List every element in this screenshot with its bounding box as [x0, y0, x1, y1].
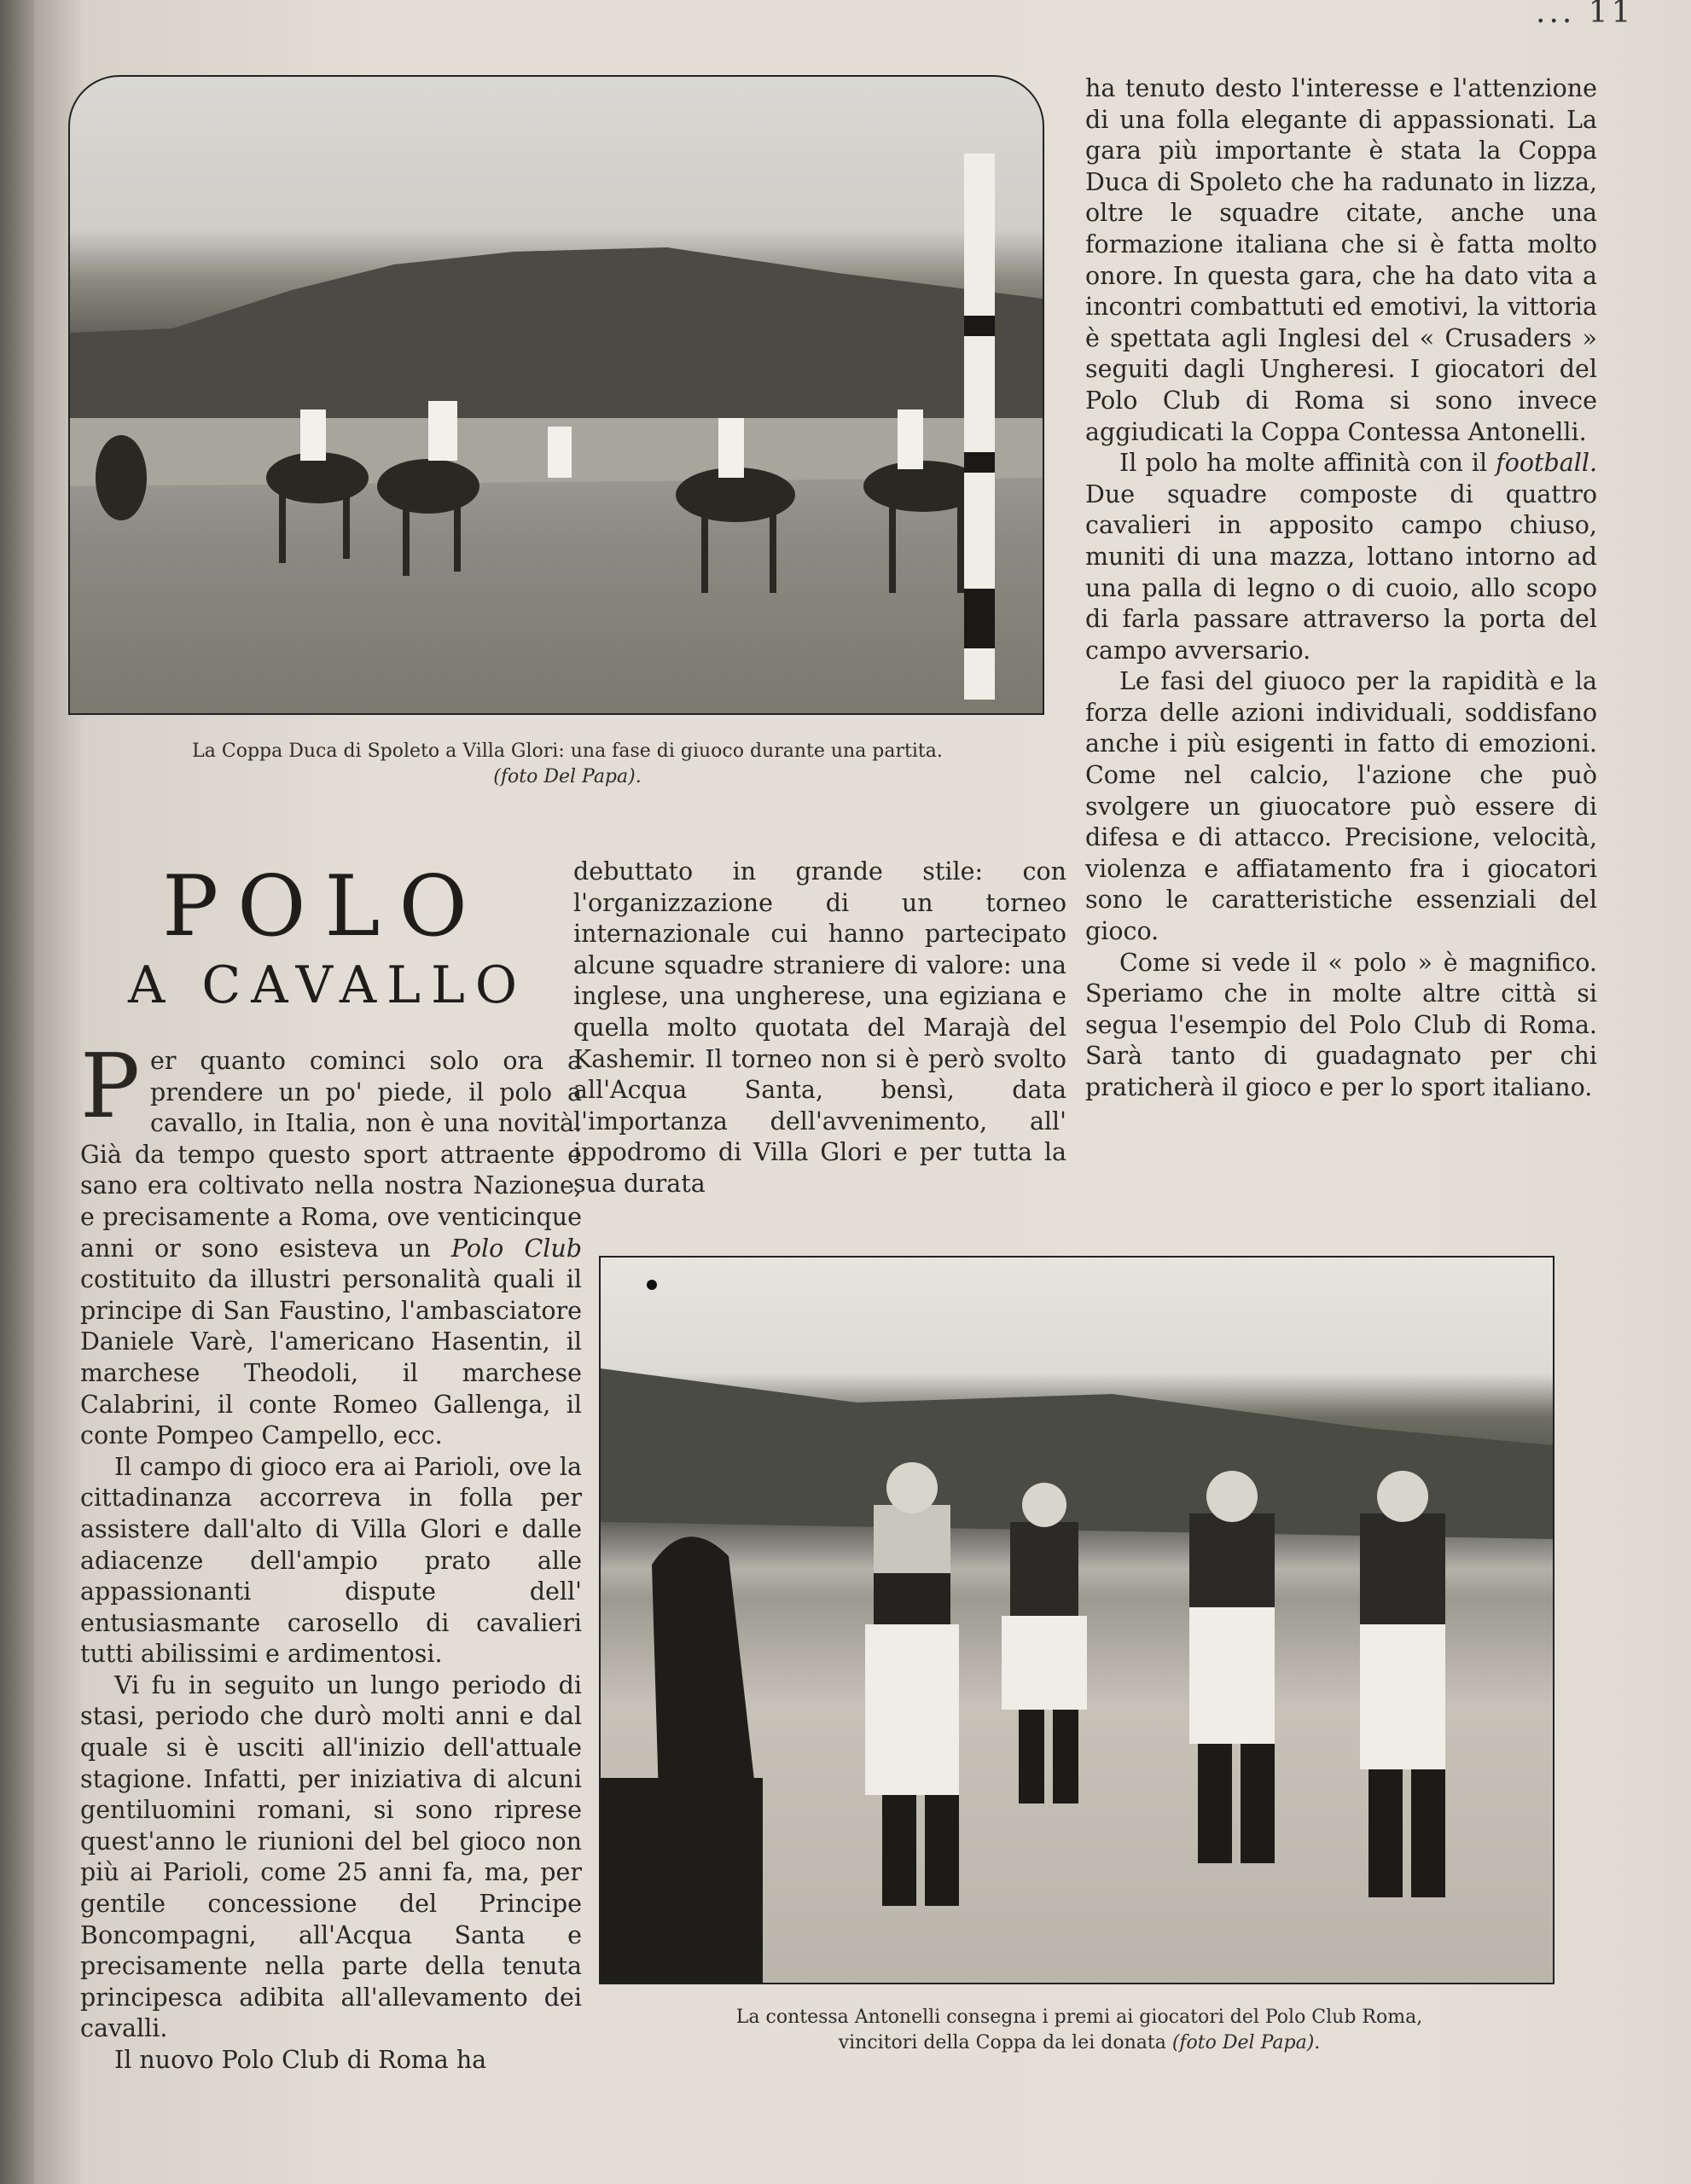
headline-line2: A CAVALLO	[127, 956, 528, 1015]
photo1-caption	[85, 739, 1049, 790]
paragraph-6: Le fasi del giuoco per la rapidità e la forza delle azioni individuali, soddisfano anche i più esigenti in fatto di emozioni. Come nel calcio, l'azione che può svolgere un giuocatore può essere di difesa e di attacco. Precisione, velocità, violenza e affiatamento fra i giocatori sono le caratteristiche essenziali del gioco.	[1085, 667, 1597, 946]
paragraph-1-text: er quanto cominci solo ora a prendere un po' piede, il polo a cavallo, in Italia, non è una novità. Già da tempo questo sport attraente e sano era coltivato nella nostra Nazione, e precisamente a Roma, ove venticinque anni or sono esisteva un	[80, 1047, 582, 1263]
award-ceremony-illustration	[601, 1258, 1553, 1983]
photo1-caption-credit: (foto Del Papa).	[493, 766, 642, 787]
photo2-caption-line2: vincitori della Coppa da lei donata	[838, 2032, 1166, 2053]
paragraph-4-start: Il nuovo Polo Club di Roma ha	[114, 2046, 487, 2074]
magazine-page	[34, 0, 1691, 2184]
page-number: ... 11	[1536, 0, 1635, 30]
award-ceremony-photo	[599, 1256, 1554, 1984]
article-column-right	[1085, 73, 1597, 1104]
paragraph-1	[80, 1034, 582, 1452]
headline-line1: POLO	[162, 858, 486, 956]
article-column-middle	[573, 857, 1066, 1200]
paragraph-4-end: ha tenuto desto l'interesse e l'attenzione di una folla elegante di appassionati. La gara più importante è stata la Coppa Duca di Spoleto che ha radunato in lizza, oltre le squadre citate, anche una formazione italiana che si è fatta molto onore. In questa gara, che ha dato vita a incontri combattuti ed emotivi, la vittoria è spettata agli Inglesi del « Crusaders » seguiti dagli Ungheresi. I giocatori del Polo Club di Roma si sono invece aggiudicati la Coppa Contessa Antonelli.	[1085, 74, 1597, 446]
page-gutter-shadow	[0, 0, 34, 2184]
paragraph-5-start: Il polo ha molte affinità con il	[1119, 449, 1488, 478]
players	[865, 1505, 1445, 1906]
polo-match-photo	[68, 75, 1044, 715]
binding-hole	[647, 1280, 657, 1290]
paragraph-7: Come si vede il « polo » è magnifico. Speriamo che in molte altre città si segua l'esempio del Polo Club di Roma. Sarà tanto di guadagnato per chi praticherà il gioco e per lo sport italiano.	[1085, 948, 1597, 1101]
photo2-caption-line2-wrap	[631, 2030, 1527, 2056]
article-column-left	[80, 1034, 582, 2077]
polo-match-illustration	[70, 77, 1043, 713]
drop-cap: P	[80, 1034, 140, 1138]
paragraph-2: Il campo di gioco era ai Parioli, ove la cittadinanza accorreva in folla per assistere dall'alto di Villa Glori e dalle adiacenze dell'ampio prato alle appassionanti dispute dell' entusiasmante carosello di cavalieri tutti abilissimi e ardimentosi.	[80, 1452, 582, 1669]
paragraph-5	[1085, 448, 1597, 666]
polo-club-italic: Polo Club	[450, 1234, 582, 1263]
paragraph-5-end: Due squadre composte di quattro cavalieri in apposito campo chiuso, muniti di una mazza, lottano intorno ad una palla di legno o di cuoio, allo scopo di farla passare attraverso la porta del campo avversario.	[1085, 479, 1597, 665]
paragraph-3: Vi fu in seguito un lungo periodo di stasi, periodo che durò molti anni e dal quale si è usciti all'inizio dell'attuale stagione. Infatti, per iniziativa di alcuni gentiluomini romani, si sono riprese quest'anno le riunioni del bel gioco non più ai Parioli, come 25 anni fa, ma, per gentile concessione del Principe Boncompagni, all'Acqua Santa e precisamente nella parte della tenuta principesca adibita all'allevamento dei cavalli.	[80, 1670, 582, 2043]
paragraph-1-end: costituito da illustri personalità quali il principe di San Faustino, l'ambasciatore Daniele Varè, l'americano Hasentin, il marchese Theodoli, il marchese Calabrini, il conte Romeo Gallenga, il conte Pompeo Campello, ecc.	[80, 1265, 582, 1450]
photo2-caption-credit: (foto Del Papa).	[1171, 2032, 1321, 2053]
paragraph-4-middle: debuttato in grande stile: con l'organizzazione di un torneo internazionale cui hanno partecipato alcune squadre straniere di valore: una inglese, una ungherese, una egiziana e quella molto quotata del Marajà del Kashemir. Il torneo non si è però svolto all'Acqua Santa, bensì, data l'importanza dell'avvenimento, all' ippodromo di Villa Glori e per tutta la sua durata	[573, 857, 1066, 1198]
photo2-caption	[631, 2005, 1527, 2056]
football-italic: football.	[1496, 449, 1598, 478]
photo2-caption-line1: La contessa Antonelli consegna i premi ai giocatori del Polo Club Roma,	[735, 2007, 1423, 2028]
photo1-caption-main: La Coppa Duca di Spoleto a Villa Glori: una fase di giuoco durante una partita.	[192, 741, 943, 762]
